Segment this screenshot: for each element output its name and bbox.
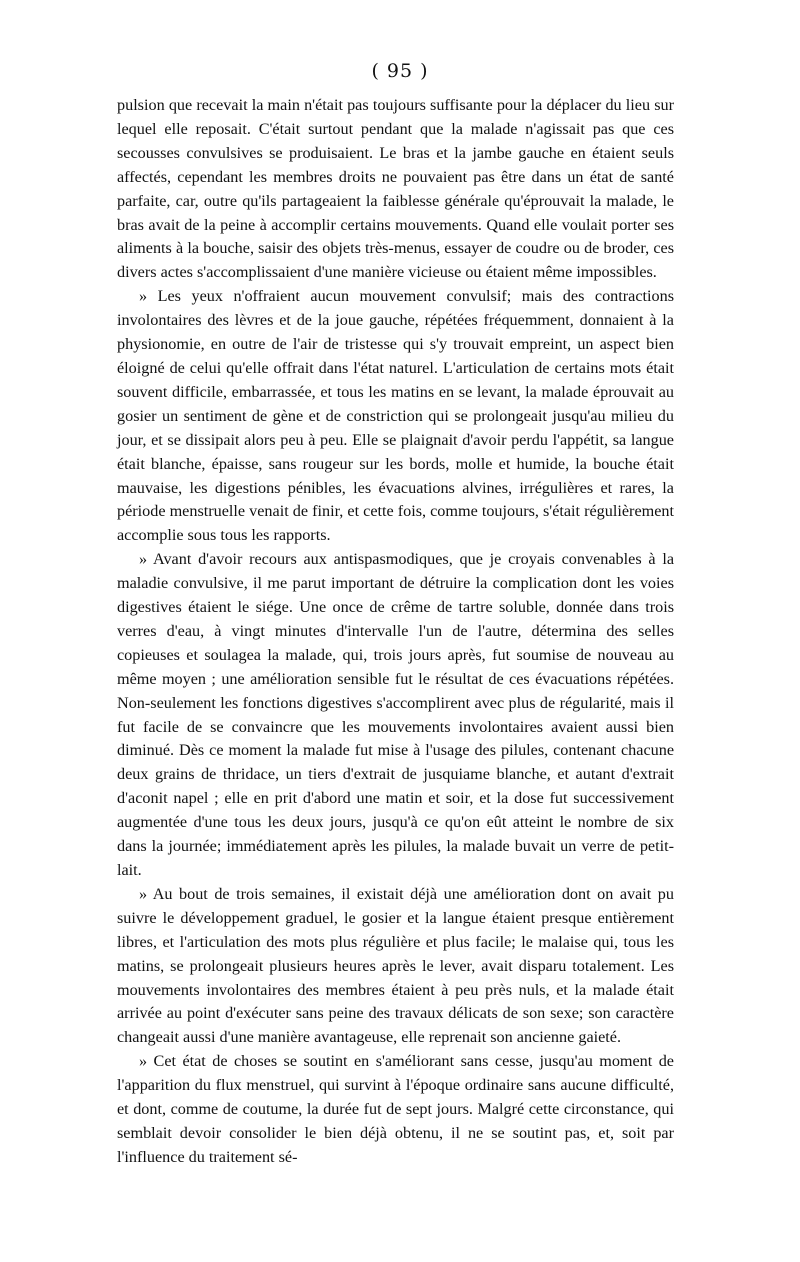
paragraph-5: » Cet état de choses se soutint en s'améliorant sans cesse, jusqu'au moment de l'apparition du flux menstruel, qui survint à l'époque ordinaire sans aucune difficulté, et dont, comme de coutume, la durée fut de sept jours. Malgré cette circonstance, qui semblait devoir consolider le bien déjà obtenu, il ne se soutint pas, et, soit par l'influence du traitement sé- bbox=[117, 1052, 674, 1166]
paragraph-4: » Au bout de trois semaines, il existait déjà une amélioration dont on avait pu suivre le développement graduel, le gosier et la langue étaient presque entièrement libres, et l'articulation des mots plus régulière et plus facile; le malaise qui, tous les matins, se prolongeait plusieurs heures après le lever, avait disparu totalement. Les mouvements involontaires des membres étaient à peu près nuls, et la malade était arrivée au point d'exécuter sans peine des travaux délicats de son sexe; son caractère changeait aussi d'une manière avantageuse, elle reprenait son ancienne gaieté. bbox=[117, 884, 674, 1047]
paragraph-3: » Avant d'avoir recours aux antispasmodiques, que je croyais convenables à la maladie convulsive, il me parut important de détruire la complication dont les voies digestives étaient le siége. Une once de crême de tartre soluble, donnée dans trois verres d'eau, à vingt minutes d'intervalle l'un de l'autre, détermina des selles copieuses et soulagea la malade, qui, trois jours après, fut soumise de nouveau au même moyen ; une amélioration sensible fut le résultat de ces évacuations répétées. Non-seulement les fonctions digestives s'accomplirent avec plus de régularité, mais il fut facile de se convaincre que les mouvements involontaires avaient aussi bien diminué. Dès ce moment la malade fut mise à l'usage des pilules, contenant chacune deux grains de thridace, un tiers d'extrait de jusquiame blanche, et autant d'extrait d'aconit napel ; elle en prit d'abord une matin et soir, et la dose fut successivement augmentée d'une tous les deux jours, jusqu'à ce qu'on eût atteint le nombre de six dans la journée; immédiatement après les pilules, la malade buvait un verre de petit-lait. bbox=[117, 550, 674, 879]
page-number: ( 95 ) bbox=[371, 60, 429, 82]
paragraph-1: pulsion que recevait la main n'était pas toujours suffisante pour la déplacer du lieu sur lequel elle reposait. C'était surtout pendant que la malade n'agissait pas que ces secousses convulsives se produisaient. Le bras et la jambe gauche en étaient seuls affectés, cependant les membres droits ne pouvaient pas être dans un état de santé parfaite, car, outre qu'ils partageaient la faiblesse générale qu'éprouvait la malade, le bras avait de la peine à accomplir certains mouvements. Quand elle voulait porter ses aliments à la bouche, saisir des objets très-menus, essayer de coudre ou de broder, ces divers actes s'accomplissaient d'une manière vicieuse ou étaient même impossibles. bbox=[117, 96, 674, 282]
paragraph-2: » Les yeux n'offraient aucun mouvement convulsif; mais des contractions involontaires des lèvres et de la joue gauche, répétées fréquemment, donnaient à la physionomie, en outre de l'air de tristesse qui s'y trouvait empreint, un aspect bien éloigné de celui qu'elle offrait dans l'état naturel. L'articulation de certains mots était souvent difficile, embarrassée, et tous les matins en se levant, la malade éprouvait au gosier un sentiment de gène et de constriction qui se prolongeait jusqu'au milieu du jour, et se dissipait alors peu à peu. Elle se plaignait d'avoir perdu l'appétit, sa langue était blanche, épaisse, sans rougeur sur les bords, molle et humide, la bouche était mauvaise, les digestions pénibles, les évacuations alvines, irrégulières et rares, la période menstruelle venait de finir, et cette fois, comme toujours, s'était régulièrement accomplie sous tous les rapports. bbox=[117, 287, 674, 545]
body-text bbox=[117, 94, 674, 1170]
